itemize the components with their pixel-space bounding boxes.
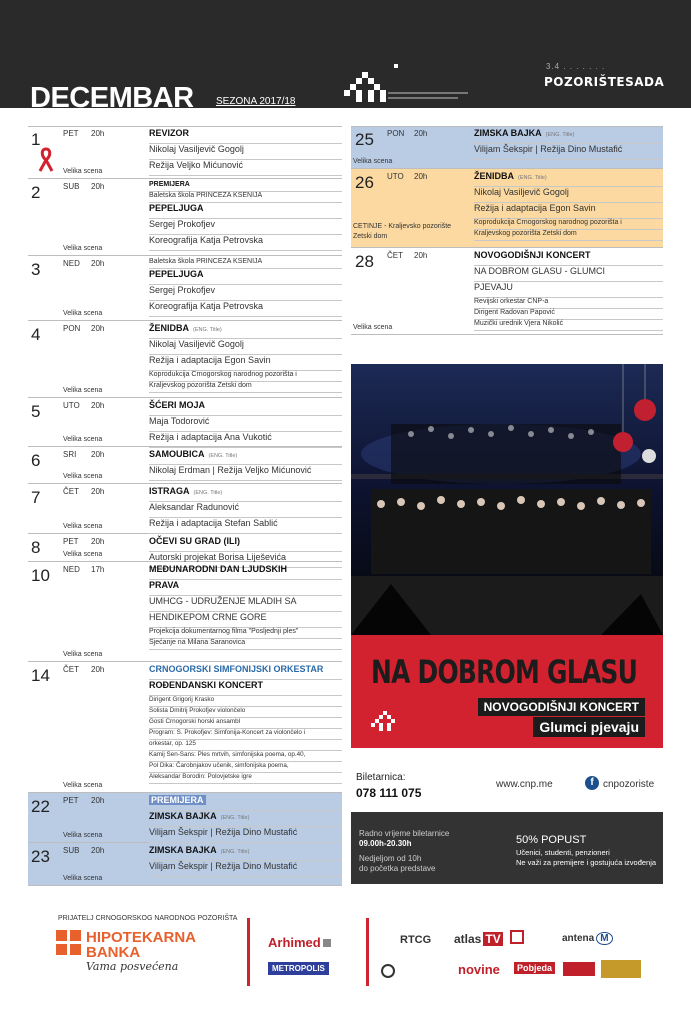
event-line — [149, 861, 297, 871]
event-line — [149, 219, 215, 229]
event-line-text: Baletska škola PRINCEZA KSENIJA — [149, 258, 263, 265]
event-line — [149, 203, 204, 213]
event-line — [149, 355, 271, 365]
line-separator — [474, 330, 663, 331]
event-venue: Velika scena — [63, 310, 103, 317]
event-line — [149, 486, 222, 496]
cnp-small-logo — [371, 707, 405, 733]
event-line-text: Maja Todorović — [149, 416, 210, 426]
event-line — [149, 696, 214, 703]
event-line — [149, 612, 267, 622]
event-line-text: Nikolaj Vasiljevič Gogolj — [474, 187, 569, 197]
event-time: 20h — [91, 796, 105, 805]
line-separator — [149, 783, 342, 784]
event-venue: Velika scena — [63, 473, 103, 480]
line-separator — [149, 250, 342, 251]
event-day: 14 — [31, 666, 50, 685]
event-line-text: Vilijam Šekspir | Režija Dino Mustafić — [149, 861, 298, 871]
column-top-border — [351, 126, 663, 127]
event-line — [474, 128, 574, 138]
event-line — [149, 258, 262, 265]
event-line — [474, 320, 563, 327]
concert-banner — [351, 635, 663, 748]
event-line — [149, 718, 240, 725]
event-line-text: Sjećanje na Milana Saranovica — [149, 639, 246, 646]
event-time: 20h — [414, 129, 428, 138]
event-line-text: Autorski projekat Borisa Liješevića — [149, 552, 287, 562]
event-line-text: Kraljevskog pozorišta Zetski dom — [474, 230, 577, 237]
event-line-text: ŠĆERI MOJA — [149, 400, 206, 410]
event-time: 20h — [91, 450, 105, 459]
event-line — [474, 266, 605, 276]
event-line-text: Solista Dmitrij Prokofjev violončelo — [149, 707, 246, 714]
hipotekarna-logo: HIPOTEKARNA BANKA Vama posvećena — [56, 930, 196, 973]
event-weekday: SUB — [63, 182, 80, 191]
event-line-text: ŽENIDBA — [149, 323, 189, 333]
footer-divider — [247, 918, 250, 986]
event-line — [149, 707, 245, 714]
event-line-text: NA DOBROM GLASU - GLUMCI — [474, 266, 606, 276]
event-line-text: ŽENIDBA — [474, 171, 514, 181]
pozoriste-sada-logo: 3.4 . . . . . . . POZORIŠTESADA — [544, 62, 665, 89]
friend-label: PRIJATELJ CRNOGORSKOG NARODNOG POZORIŠTA — [58, 915, 238, 922]
event-day: 26 — [355, 173, 374, 192]
line-separator — [474, 240, 663, 241]
english-title-note: (ENG. Title) — [220, 815, 250, 821]
event-line — [149, 762, 289, 769]
event-time: 20h — [91, 537, 105, 546]
event-line-text: Baletska škola PRINCEZA KSENIJA — [149, 192, 263, 199]
event-time: 20h — [414, 251, 428, 260]
event-day: 4 — [31, 325, 41, 344]
event-line-text: SAMOUBICA — [149, 449, 205, 459]
event-line-text: orkestar, op. 125 — [149, 740, 196, 747]
line-separator — [149, 316, 342, 317]
event-line-text: Dirigent Grigorij Krasko — [149, 696, 215, 703]
event-venue: Velika scena — [63, 875, 103, 882]
season-label: SEZONA 2017/18 — [216, 96, 296, 107]
event-line — [149, 400, 205, 410]
event-line — [474, 187, 569, 197]
event-line-text: Program: S. Prokofjev: Simfonija-Koncert za violončelo i — [149, 729, 306, 736]
event-venue: CETINJE - Kraljevsko pozorište Zetski dom — [353, 223, 452, 240]
event-line — [149, 564, 287, 574]
english-title-note: (ENG. Title) — [193, 327, 222, 333]
cnp-logo — [344, 64, 474, 104]
event-line-text: Koreografija Katja Petrovska — [149, 301, 264, 311]
event-line-text: PREMIJERA — [149, 181, 190, 188]
event-line — [149, 596, 297, 606]
event-line-text: PREMIJERA — [151, 795, 204, 805]
event-line — [149, 518, 278, 528]
month-title: DECEMBAR — [30, 82, 194, 114]
event-venue: Velika scena — [63, 168, 103, 175]
event-line-text: Koprodukcija Crnogorskog narodnog pozorišta i — [149, 371, 297, 378]
event-venue: Velika scena — [63, 551, 103, 558]
event-line — [149, 432, 272, 442]
event-line-text: NOVOGODIŠNJI KONCERT — [474, 250, 591, 260]
event-line — [474, 298, 548, 305]
event-weekday: PON — [387, 129, 405, 138]
event-weekday: NED — [63, 565, 80, 574]
line-separator — [149, 649, 342, 650]
event-day: 1 — [31, 130, 41, 149]
event-venue: Velika scena — [353, 324, 393, 331]
event-line-text: ISTRAGA — [149, 486, 190, 496]
radio-logo — [381, 964, 395, 978]
event-line — [474, 309, 555, 316]
footer-divider-2 — [366, 918, 369, 986]
event-line — [149, 639, 245, 646]
event-line — [149, 628, 298, 635]
rtcg-logo: RTCG — [400, 934, 432, 946]
event-line — [474, 171, 547, 181]
facebook-icon: f — [585, 776, 599, 790]
event-day: 28 — [355, 252, 374, 271]
banner-subtitle-2: Glumci pjevaju — [533, 717, 645, 737]
event-day: 7 — [31, 488, 41, 507]
event-line-text: PRAVA — [149, 580, 180, 590]
event-line-text: PEPELJUGA — [149, 203, 204, 213]
event-line — [149, 269, 204, 279]
event-line-text: Revijski orkestar CNP-a — [474, 298, 549, 305]
event-time: 20h — [91, 324, 105, 333]
event-line-text: Nikolaj Erdman | Režija Veljko Mićunović — [149, 465, 312, 475]
event-weekday: NED — [63, 259, 80, 268]
event-day: 8 — [31, 538, 41, 557]
event-time: 20h — [91, 846, 105, 855]
event-line-text: Koreografija Katja Petrovska — [149, 235, 264, 245]
novine-logo: novine — [458, 962, 500, 977]
event-venue: Velika scena — [353, 158, 393, 165]
event-day: 3 — [31, 260, 41, 279]
event-line-text: UMHCG - UDRUŽENJE MLADIH SA — [149, 596, 297, 606]
event-venue: Velika scena — [63, 387, 103, 394]
event-line — [149, 664, 323, 674]
event-weekday: PON — [63, 324, 81, 333]
event-line — [149, 416, 209, 426]
event-line — [149, 465, 311, 475]
concert-photo — [351, 364, 663, 635]
event-venue: Velika scena — [63, 436, 103, 443]
event-day: 25 — [355, 130, 374, 149]
event-line — [149, 160, 243, 170]
event-line-text: ROĐENDANSKI KONCERT — [149, 680, 264, 690]
event-line-text: Muzički urednik Vjera Nikolić — [474, 320, 564, 327]
metropolis-logo: METROPOLIS — [268, 962, 329, 975]
event-line-text: PEPELJUGA — [149, 269, 204, 279]
event-time: 20h — [91, 129, 105, 138]
banner-subtitle: NOVOGODIŠNJI KONCERT — [478, 698, 645, 716]
line-separator — [149, 392, 342, 393]
event-line-text: CRNOGORSKI SIMFONIJSKI ORKESTAR — [149, 664, 324, 674]
event-line-text: Nikolaj Vasiljevič Gogolj — [149, 144, 244, 154]
event-line-text: Aleksandar Borodin: Polovjetske igre — [149, 773, 252, 780]
event-weekday: ČET — [63, 487, 79, 496]
english-title-note: (ENG. Title) — [193, 490, 223, 496]
event-line — [149, 740, 196, 747]
event-time: 17h — [91, 565, 105, 574]
event-weekday: PET — [63, 796, 79, 805]
event-time: 20h — [91, 182, 105, 191]
event-line-text: Režija i adaptacija Egon Savin — [474, 203, 596, 213]
event-day: 2 — [31, 183, 41, 202]
event-line-text: MEĐUNARODNI DAN LJUDSKIH — [149, 564, 288, 574]
event-line — [149, 845, 249, 855]
antena-m-logo: antena M — [562, 933, 613, 944]
event-line — [149, 580, 179, 590]
english-title-note: (ENG. Title) — [208, 453, 238, 459]
event-day: 23 — [31, 847, 50, 866]
event-line — [149, 144, 244, 154]
event-weekday: UTO — [387, 172, 404, 181]
event-time: 20h — [91, 665, 105, 674]
event-line-text: Koprodukcija Crnogorskog narodnog pozorišta i — [474, 219, 622, 226]
event-line — [474, 144, 622, 154]
event-line — [149, 773, 252, 780]
event-line-text: Sergej Prokofjev — [149, 285, 216, 295]
event-line-text: REVIZOR — [149, 128, 190, 138]
event-line — [149, 301, 263, 311]
event-line-text: Nikolaj Vasiljevič Gogolj — [149, 339, 244, 349]
event-line — [474, 219, 622, 226]
event-line — [149, 811, 249, 821]
event-line — [474, 203, 596, 213]
event-day: 6 — [31, 451, 41, 470]
event-day: 10 — [31, 566, 50, 585]
event-line — [149, 285, 215, 295]
event-venue: Velika scena — [63, 651, 103, 658]
event-line-text: ZIMSKA BAJKA — [474, 128, 542, 138]
event-line-text: Kamij Sen-Sans: Ples mrtvih, simfonijska poema, op.40, — [149, 751, 306, 758]
event-line-text: ZIMSKA BAJKA — [149, 845, 217, 855]
box-office-label: Biletarnica: — [356, 772, 406, 783]
event-line — [474, 230, 577, 237]
info-box: Radno vrijeme biletarnice 09.00h-20.30h Nedjeljom od 10h do početka predstave 50% POPUST Učenici, studenti, penzioneri Ne važi za premijere i gostujuća izvođenja — [351, 812, 663, 884]
event-weekday: UTO — [63, 401, 80, 410]
event-line-text: ZIMSKA BAJKA — [149, 811, 217, 821]
event-line — [149, 128, 189, 138]
event-line — [474, 250, 591, 260]
event-line-text: Projekcija dokumentarnog filma "Posljednji ples" — [149, 628, 299, 635]
line-separator — [474, 159, 663, 160]
event-time: 20h — [414, 172, 428, 181]
event-line-text: OČEVI SU GRAD (ILI) — [149, 536, 241, 546]
event-line-text: HENDIKEPOM CRNE GORE — [149, 612, 267, 622]
event-line-text: Režija Veljko Mićunović — [149, 160, 244, 170]
event-line — [149, 536, 240, 546]
event-line — [149, 827, 297, 837]
event-line — [149, 552, 286, 562]
event-line-text: Kraljevskog pozorišta Zetski dom — [149, 382, 252, 389]
event-venue: Velika scena — [63, 832, 103, 839]
event-venue: Velika scena — [63, 523, 103, 530]
facebook-link[interactable]: cnpozoriste — [603, 779, 655, 790]
event-line — [149, 371, 297, 378]
event-line-text: Sergej Prokofjev — [149, 219, 216, 229]
pobjeda-logo: Pobjeda — [514, 962, 555, 974]
english-title-note: (ENG. Title) — [220, 849, 250, 855]
event-line — [149, 795, 206, 805]
atlas-tv-logo: atlas TV — [454, 932, 501, 946]
event-weekday: ČET — [387, 251, 403, 260]
event-line — [149, 323, 222, 333]
event-line — [149, 181, 190, 188]
line-separator — [149, 480, 342, 481]
event-line-text: Pol Dika: Čarobnjakov učenik, simfonijska poema, — [149, 762, 289, 769]
event-line-text: Režija i adaptacija Ana Vukotić — [149, 432, 272, 442]
event-line-text: Vilijam Šekspir | Režija Dino Mustafić — [474, 144, 623, 154]
event-weekday: ČET — [63, 665, 79, 674]
event-venue: Velika scena — [63, 782, 103, 789]
event-venue: Velika scena — [63, 245, 103, 252]
event-line — [149, 192, 262, 199]
event-line — [149, 382, 252, 389]
event-line-text: PJEVAJU — [474, 282, 513, 292]
line-separator — [149, 876, 342, 877]
event-line — [149, 339, 244, 349]
banner-title: NA DOBROM GLASU — [371, 653, 638, 691]
line-separator — [149, 175, 342, 176]
arhimed-logo: Arhimed — [268, 935, 331, 950]
event-line-text: Aleksandar Radunović — [149, 502, 240, 512]
website-link[interactable]: www.cnp.me — [496, 779, 553, 790]
event-line-text: Režija i adaptacija Egon Savin — [149, 355, 271, 365]
event-weekday: SUB — [63, 846, 80, 855]
event-day: 22 — [31, 797, 50, 816]
box-office-phone[interactable]: 078 111 075 — [356, 786, 422, 800]
event-time: 20h — [91, 259, 105, 268]
event-weekday: SRI — [63, 450, 77, 459]
event-day: 5 — [31, 402, 41, 421]
event-line-text: Vilijam Šekspir | Režija Dino Mustafić — [149, 827, 298, 837]
event-line — [474, 282, 513, 292]
partner-logo — [563, 962, 595, 976]
event-time: 20h — [91, 401, 105, 410]
english-title-note: (ENG. Title) — [518, 175, 547, 181]
event-weekday: PET — [63, 537, 79, 546]
event-line — [149, 729, 305, 736]
event-weekday: PET — [63, 129, 79, 138]
event-line-text: Gosti Crnogorski horski ansambl — [149, 718, 240, 725]
event-time: 20h — [91, 487, 105, 496]
event-line — [149, 751, 305, 758]
event-line — [149, 235, 263, 245]
event-line — [149, 502, 239, 512]
partner-logo-2 — [601, 960, 641, 978]
event-line — [149, 449, 237, 459]
column-top-border — [28, 126, 342, 127]
vijesti-logo — [510, 930, 524, 944]
event-line-text: Dirigent Radovan Papović — [474, 309, 555, 316]
english-title-note: (ENG. Title) — [545, 132, 575, 138]
event-line-text: Režija i adaptacija Stefan Sablić — [149, 518, 278, 528]
event-line — [149, 680, 263, 690]
